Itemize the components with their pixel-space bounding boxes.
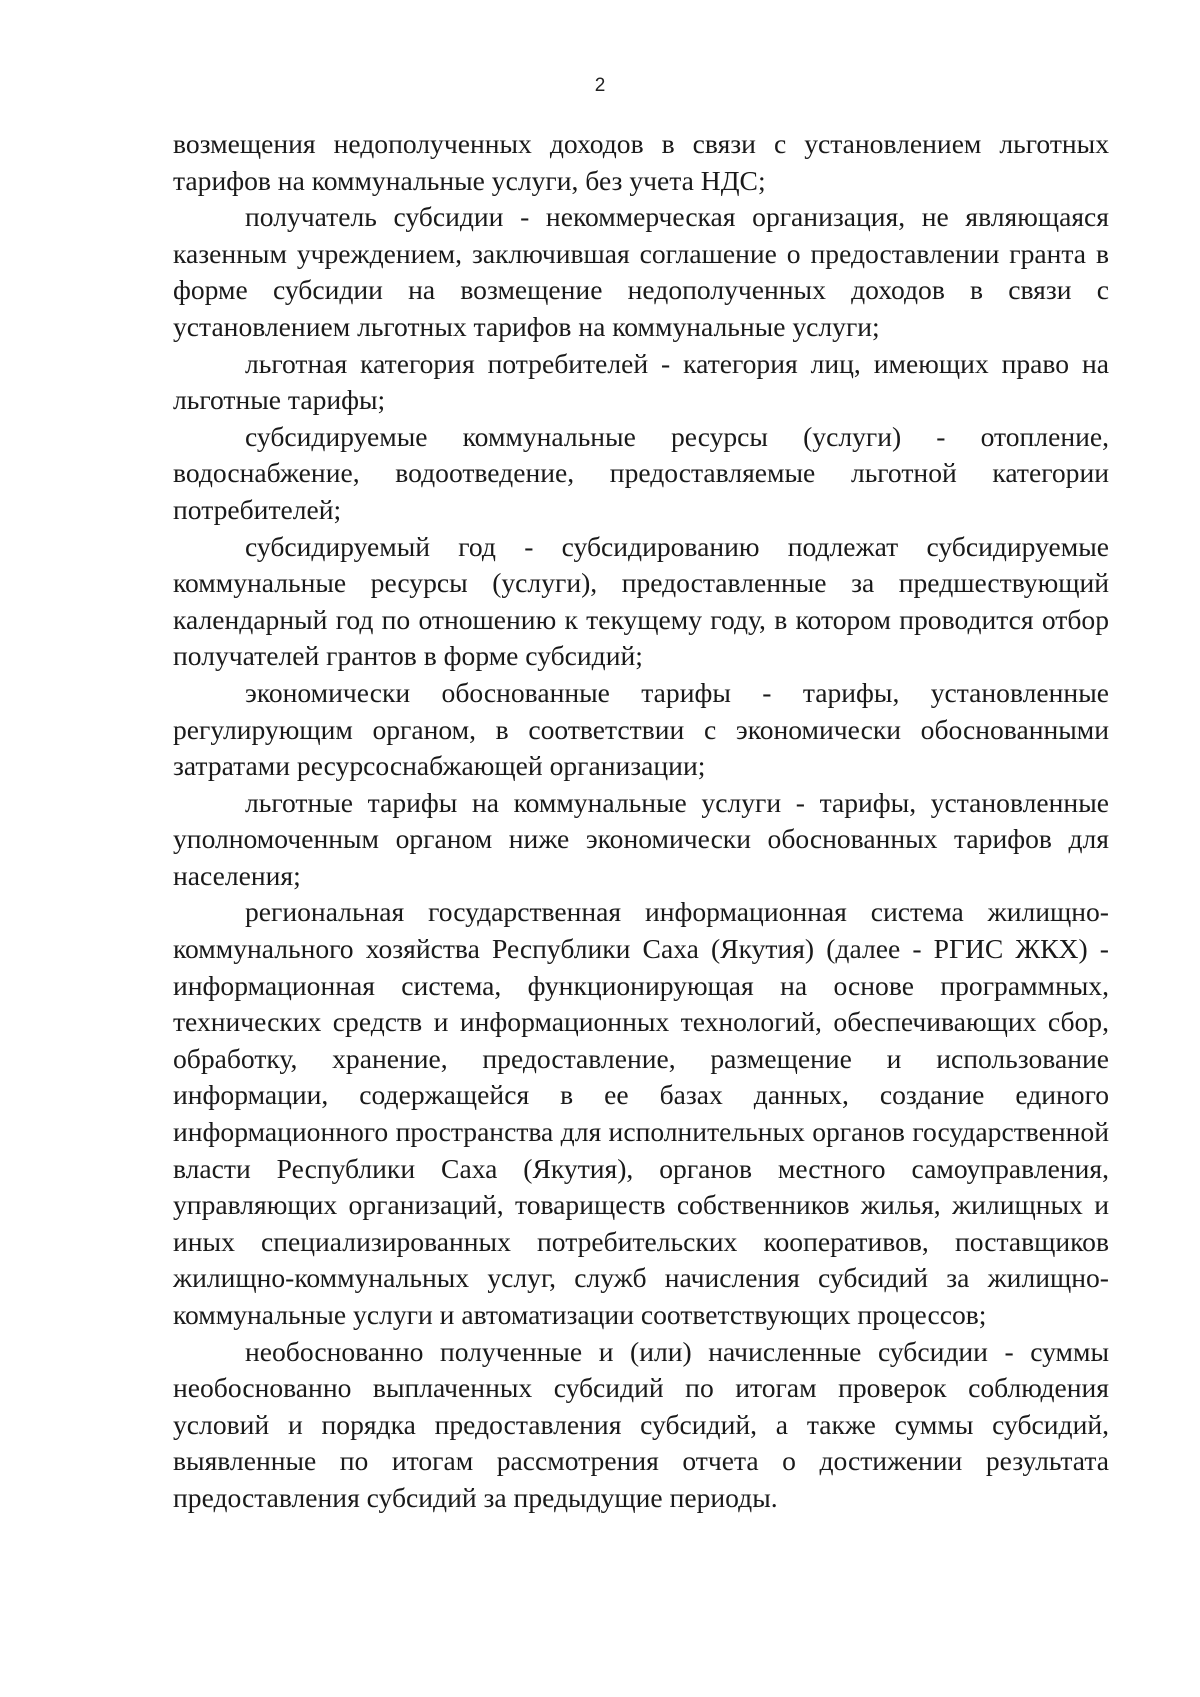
- paragraph-preferential-tariffs: льготные тарифы на коммунальные услуги - тарифы, установленные уполномоченным органом ниже экономически обоснованных тарифов для населения;: [173, 786, 1109, 891]
- paragraph-subsidized-resources: субсидируемые коммунальные ресурсы (услуги) - отопление, водоснабжение, водоотведение, предоставляемые льготной категории потребителей;: [173, 420, 1109, 525]
- paragraph-unjustified-subsidies: необоснованно полученные и (или) начисленные субсидии - суммы необоснованно выплаченных субсидий по итогам проверок соблюдения условий и порядка предоставления субсидий, а также суммы субсидий, выявленные по итогам рассмотрения отчета о достижении результата предоставления субсидий за предыдущие периоды.: [173, 1335, 1109, 1513]
- paragraph-continuation: возмещения недополученных доходов в связи с установлением льготных тарифов на коммунальные услуги, без учета НДС;: [173, 128, 1109, 196]
- paragraph-economic-tariffs: экономически обоснованные тарифы - тарифы, установленные регулирующим органом, в соответствии с экономически обоснованными затратами ресурсоснабжающей организации;: [173, 676, 1109, 782]
- paragraph-rgis-zhkh: региональная государственная информационная система жилищно-коммунального хозяйства Республики Саха (Якутия) (далее - РГИС ЖКХ) - информационная система, функционирующая на основе программных, технических средств и информационных технологий, обеспечивающих сбор, обработку, хранение, предоставление, размещение и использование информации, содержащейся в ее базах данных, создание единого информационного пространства для исполнительных органов государственной власти Республики Саха (Якутия), органов местного самоуправления, управляющих организаций, товариществ собственников жилья, жилищных и иных специализированных потребительских кооперативов, поставщиков жилищно-коммунальных услуг, служб начисления субсидий за жилищно-коммунальные услуги и автоматизации соответствующих процессов;: [173, 896, 1109, 1330]
- paragraph-subsidy-recipient: получатель субсидии - некоммерческая организация, не являющаяся казенным учреждением, заключившая соглашение о предоставлении гранта в форме субсидии на возмещение недополученных доходов в связи с установлением льготных тарифов на коммунальные услуги;: [173, 201, 1109, 342]
- page-number: 2: [594, 75, 606, 96]
- document-body: [173, 126, 1109, 1517]
- paragraph-subsidized-year: субсидируемый год - субсидированию подлежат субсидируемые коммунальные ресурсы (услуги), предоставленные за предшествующий календарный год по отношению к текущему году, в котором проводится отбор получателей грантов в форме субсидий;: [173, 530, 1109, 672]
- paragraph-preferential-category: льготная категория потребителей - категория лиц, имеющих право на льготные тарифы;: [173, 347, 1109, 416]
